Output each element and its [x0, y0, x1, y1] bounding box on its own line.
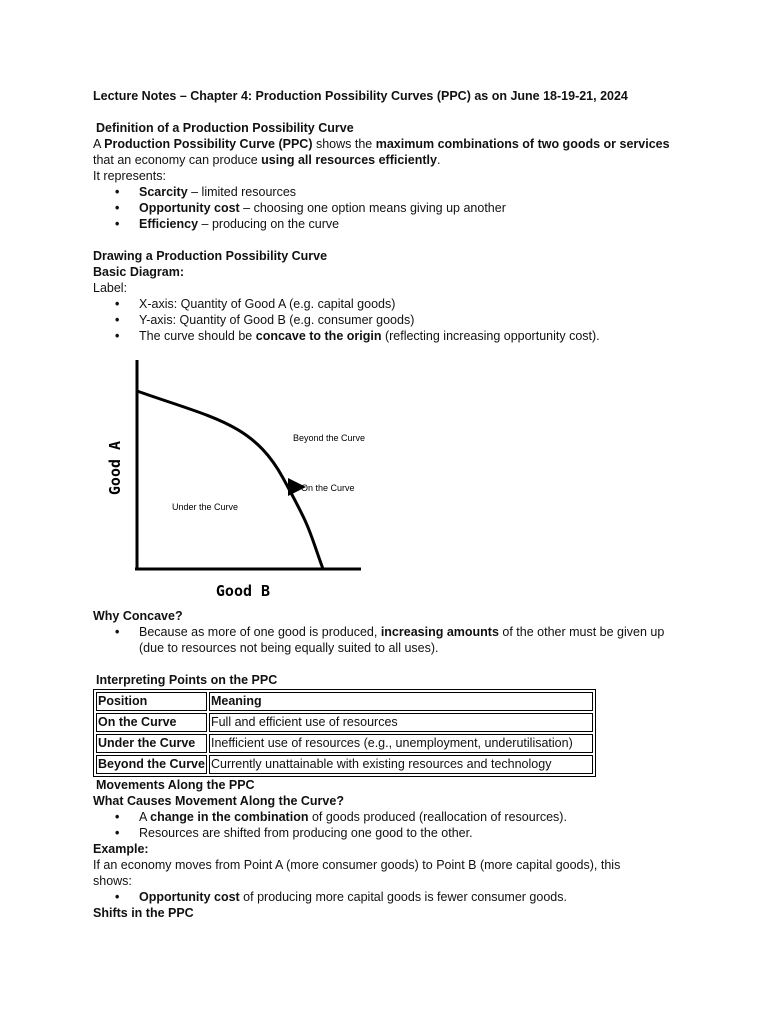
example-label: Example:: [93, 842, 149, 856]
beyond-label: Beyond the Curve: [293, 433, 366, 443]
list-item: • Opportunity cost of producing more capital goods is fewer consumer goods.: [93, 889, 693, 905]
represents-list: [93, 184, 693, 232]
table-row: [96, 713, 593, 732]
definition-heading: Definition of a Production Possibility Curve: [96, 121, 354, 135]
under-label: Under the Curve: [172, 502, 239, 512]
page-title: Lecture Notes – Chapter 4: Production Possibility Curves (PPC) as on June 18-19-21, 2024: [93, 89, 628, 103]
list-item: • Scarcity – limited resources: [93, 184, 693, 200]
list-item: • Y-axis: Quantity of Good B (e.g. consumer goods): [93, 312, 693, 328]
list-item: • The curve should be concave to the origin (reflecting increasing opportunity cost).: [93, 328, 693, 344]
drawing-list: [93, 296, 693, 344]
movements-list: [93, 809, 693, 841]
label-heading: Label:: [93, 281, 128, 295]
x-axis-label: Good B: [215, 582, 271, 600]
example-text-1: If an economy moves from Point A (more consumer goods) to Point B (more capital goods), this: [93, 858, 621, 872]
table-row: [96, 755, 593, 774]
shifts-heading: Shifts in the PPC: [93, 906, 194, 920]
interpreting-heading: Interpreting Points on the PPC: [96, 673, 278, 687]
list-item: • Resources are shifted from producing one good to the other.: [93, 825, 693, 841]
concave-list: [93, 624, 693, 656]
table-cell-position: Beyond the Curve: [96, 755, 207, 774]
table-cell-meaning: Inefficient use of resources (e.g., unemployment, underutilisation): [209, 734, 593, 753]
table-header-cell: Position: [96, 692, 207, 711]
basic-diagram-heading: Basic Diagram:: [93, 265, 185, 279]
list-item: • Efficiency – producing on the curve: [93, 216, 693, 232]
list-item: • Opportunity cost – choosing one option means giving up another: [93, 200, 693, 216]
on-curve-label: On the Curve: [301, 483, 355, 493]
ppc-diagram: [93, 358, 393, 608]
movements-heading: Movements Along the PPC: [96, 778, 255, 792]
represents-label: It represents:: [93, 169, 166, 183]
list-item: • Because as more of one good is produced, increasing amounts of the other must be given up (due to resources not being equally suited to all uses).: [93, 624, 693, 656]
table-cell-meaning: Full and efficient use of resources: [209, 713, 593, 732]
table-row: [96, 734, 593, 753]
movements-question: What Causes Movement Along the Curve?: [93, 794, 344, 808]
table-header-row: [96, 692, 593, 711]
definition-line-2: that an economy can produce using all resources efficiently.: [93, 153, 441, 167]
table-header-cell: Meaning: [209, 692, 593, 711]
ppc-diagram-svg: [93, 358, 393, 608]
example-list: [93, 889, 693, 905]
y-axis-label: Good A: [106, 440, 124, 496]
table-cell-position: Under the Curve: [96, 734, 207, 753]
ppc-curve: [137, 391, 323, 569]
table-cell-meaning: Currently unattainable with existing resources and technology: [209, 755, 593, 774]
ppc-table: [93, 689, 596, 777]
table-cell-position: On the Curve: [96, 713, 207, 732]
example-text-2: shows:: [93, 874, 132, 888]
definition-line-1: A Production Possibility Curve (PPC) shows the maximum combinations of two goods or services: [93, 137, 670, 151]
drawing-heading: Drawing a Production Possibility Curve: [93, 249, 328, 263]
list-item: • X-axis: Quantity of Good A (e.g. capital goods): [93, 296, 693, 312]
list-item: • A change in the combination of goods produced (reallocation of resources).: [93, 809, 693, 825]
document-page: [93, 88, 693, 921]
concave-heading: Why Concave?: [93, 609, 183, 623]
